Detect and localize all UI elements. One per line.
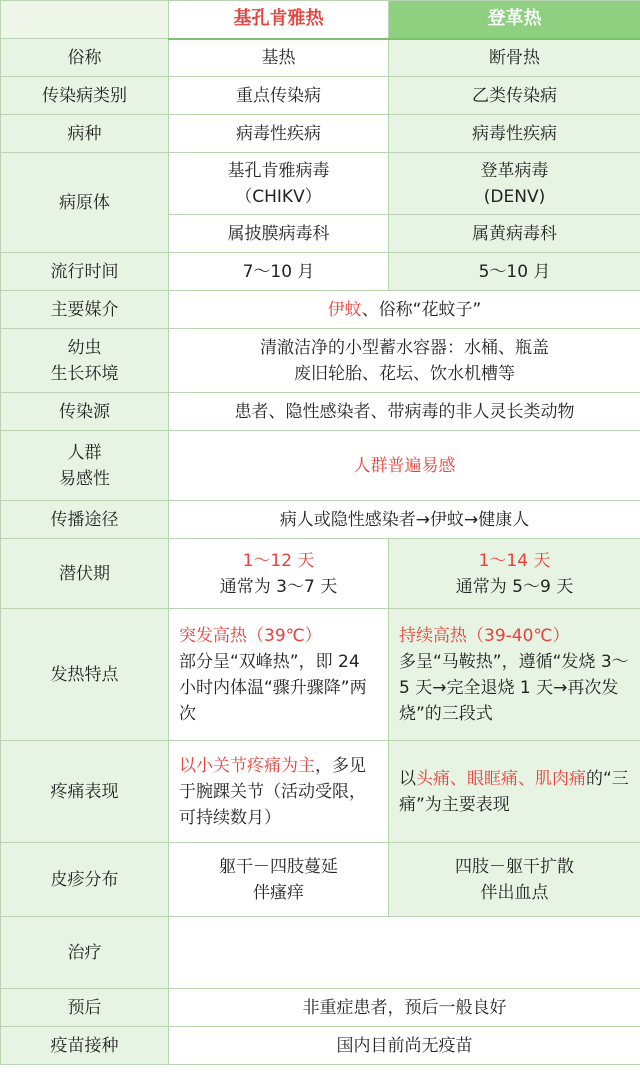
cell-chikungunya	[169, 609, 389, 741]
row-pathogen	[1, 153, 640, 215]
label-line: 幼虫	[67, 337, 102, 358]
cell-chikungunya: 病毒性疾病	[169, 115, 389, 153]
vector-highlight: 伊蚊	[327, 299, 362, 320]
row-label: 疫苗接种	[1, 1027, 169, 1065]
incubation-typical: 通常为 3～7 天	[219, 576, 338, 597]
cell-chikungunya	[169, 153, 389, 215]
label-line: 生长环境	[50, 363, 119, 384]
cell-dengue	[389, 609, 640, 741]
cell-chikungunya	[169, 843, 389, 917]
incubation-typical: 通常为 5～9 天	[455, 576, 574, 597]
cell-shared	[169, 917, 640, 989]
cell-shared: 病人或隐性感染者→伊蚊→健康人	[169, 501, 640, 539]
cell-shared: 患者、隐性感染者、带病毒的非人灵长类动物	[169, 393, 640, 431]
row-label: 病种	[1, 115, 169, 153]
cell-dengue	[389, 741, 640, 843]
label-line: 易感性	[59, 468, 110, 489]
cell-shared	[169, 431, 640, 501]
header-chikungunya: 基孔肯雅热	[169, 1, 389, 39]
row-label: 流行时间	[1, 253, 169, 291]
row-route	[1, 501, 640, 539]
cell-chikungunya	[169, 741, 389, 843]
cell-dengue: 5～10 月	[389, 253, 640, 291]
cell-shared: 非重症患者，预后一般良好	[169, 989, 640, 1027]
row-prognosis	[1, 989, 640, 1027]
row-label: 病原体	[1, 153, 169, 253]
row-label: 皮疹分布	[1, 843, 169, 917]
row-susceptible	[1, 431, 640, 501]
fever-description: 部分呈“双峰热”，即 24 小时内体温“骤升骤降”两次	[179, 651, 367, 724]
row-larva	[1, 329, 640, 393]
row-label: 发热特点	[1, 609, 169, 741]
row-rash	[1, 843, 640, 917]
header-row	[1, 1, 640, 39]
text-line: 清澈洁净的小型蓄水容器：水桶、瓶盖	[260, 337, 549, 358]
row-season	[1, 253, 640, 291]
row-alias	[1, 39, 640, 77]
cell-chikungunya	[169, 539, 389, 609]
pathogen-abbr: (DENV)	[483, 186, 546, 207]
row-disease-type	[1, 115, 640, 153]
cell-dengue	[389, 843, 640, 917]
row-label: 预后	[1, 989, 169, 1027]
pathogen-abbr: （CHIKV）	[235, 186, 322, 207]
rash-spread: 四肢－躯干扩散	[455, 856, 574, 877]
cell-chikungunya: 基热	[169, 39, 389, 77]
row-label: 主要媒介	[1, 291, 169, 329]
incubation-range: 1～14 天	[478, 550, 551, 571]
cell-dengue: 病毒性疾病	[389, 115, 640, 153]
cell-shared	[169, 291, 640, 329]
pathogen-name: 登革病毒	[480, 160, 549, 181]
header-corner	[1, 1, 169, 39]
pain-prefix: 以	[399, 768, 416, 789]
fever-highlight: 突发高热（39℃）	[179, 625, 322, 646]
row-pain	[1, 741, 640, 843]
row-label: 传染源	[1, 393, 169, 431]
cell-dengue	[389, 539, 640, 609]
row-vaccine	[1, 1027, 640, 1065]
rash-symptom: 伴出血点	[480, 882, 549, 903]
pain-highlight: 头痛、眼眶痛、肌肉痛	[416, 768, 586, 789]
vector-rest: 、俗称“花蚊子”	[361, 299, 482, 320]
cell-dengue: 断骨热	[389, 39, 640, 77]
cell-chikungunya: 7～10 月	[169, 253, 389, 291]
row-label	[1, 431, 169, 501]
incubation-range: 1～12 天	[242, 550, 315, 571]
pain-description: 的“三痛”为主要表现	[399, 768, 629, 815]
cell-chikungunya: 重点传染病	[169, 77, 389, 115]
row-incubation	[1, 539, 640, 609]
pathogen-name: 基孔肯雅病毒	[227, 160, 330, 181]
row-category	[1, 77, 640, 115]
pain-highlight: 以小关节疼痛为主	[179, 755, 315, 776]
cell-shared: 国内目前尚无疫苗	[169, 1027, 640, 1065]
label-line: 人群	[67, 442, 102, 463]
cell-dengue	[389, 153, 640, 215]
text-line: 废旧轮胎、花坛、饮水机槽等	[294, 363, 515, 384]
row-source	[1, 393, 640, 431]
rash-symptom: 伴瘙痒	[253, 882, 304, 903]
cell-dengue: 属黄病毒科	[389, 215, 640, 253]
row-treatment	[1, 917, 640, 989]
pain-description: ，多见于腕踝关节（活动受限，可持续数月）	[179, 755, 366, 828]
header-dengue: 登革热	[389, 1, 640, 39]
row-label: 潜伏期	[1, 539, 169, 609]
row-label: 疼痛表现	[1, 741, 169, 843]
fever-highlight: 持续高热（39-40℃）	[399, 625, 570, 646]
susceptible-highlight: 人群普遍易感	[353, 455, 456, 476]
row-label: 传染病类别	[1, 77, 169, 115]
row-label: 治疗	[1, 917, 169, 989]
row-label: 俗称	[1, 39, 169, 77]
cell-dengue: 乙类传染病	[389, 77, 640, 115]
fever-description: 多呈“马鞍热”，遵循“发烧 3～5 天→完全退烧 1 天→再次发烧”的三段式	[399, 651, 629, 724]
row-vector	[1, 291, 640, 329]
row-fever	[1, 609, 640, 741]
cell-shared	[169, 329, 640, 393]
row-label: 传播途径	[1, 501, 169, 539]
row-label	[1, 329, 169, 393]
cell-chikungunya: 属披膜病毒科	[169, 215, 389, 253]
rash-spread: 躯干－四肢蔓延	[219, 856, 338, 877]
